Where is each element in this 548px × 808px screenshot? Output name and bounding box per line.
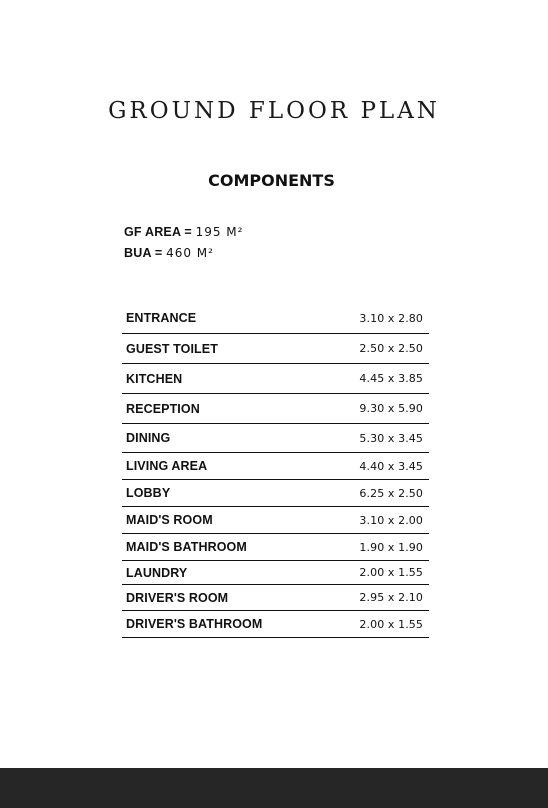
gf-area-label: GF AREA =	[124, 225, 196, 239]
room-dimensions: 4.40 x 3.45	[359, 459, 423, 473]
room-name: LAUNDRY	[126, 565, 188, 580]
room-name: DINING	[126, 431, 171, 445]
room-name: MAID'S BATHROOM	[126, 540, 247, 554]
room-dimensions: 1.90 x 1.90	[359, 540, 423, 554]
room-name: MAID'S ROOM	[126, 513, 213, 527]
room-dimensions: 2.50 x 2.50	[359, 342, 423, 355]
gf-area-value: 195 M²	[195, 225, 244, 239]
gf-area-line	[124, 224, 243, 245]
room-dimensions: 2.95 x 2.10	[359, 591, 423, 604]
room-name: ENTRANCE	[126, 311, 197, 325]
table-row	[122, 453, 429, 480]
room-dimensions: 5.30 x 3.45	[359, 431, 423, 445]
room-name: LIVING AREA	[126, 459, 208, 473]
table-row	[122, 424, 429, 453]
table-row	[122, 480, 429, 507]
page-title: GROUND FLOOR PLAN	[108, 98, 440, 124]
room-name: GUEST TOILET	[126, 341, 218, 356]
table-row	[122, 303, 429, 334]
room-name: DRIVER'S ROOM	[126, 590, 229, 605]
room-name: LOBBY	[126, 486, 171, 500]
room-dimensions: 9.30 x 5.90	[359, 402, 423, 415]
room-dimensions: 6.25 x 2.50	[359, 486, 423, 500]
bua-line	[124, 245, 243, 266]
table-row	[122, 611, 429, 638]
room-dimensions: 3.10 x 2.00	[359, 513, 423, 527]
table-row	[122, 394, 429, 424]
room-dimensions: 2.00 x 1.55	[359, 566, 423, 579]
table-row	[122, 507, 429, 534]
room-dimensions: 2.00 x 1.55	[359, 617, 423, 631]
rooms-table	[122, 303, 429, 638]
area-summary	[124, 224, 243, 266]
table-row	[122, 534, 429, 561]
table-row	[122, 585, 429, 611]
table-row	[122, 334, 429, 364]
bua-value: 460 M²	[166, 246, 214, 260]
section-title: COMPONENTS	[208, 171, 335, 190]
room-name: DRIVER'S BATHROOM	[126, 617, 263, 631]
room-name: KITCHEN	[126, 371, 183, 386]
table-row	[122, 561, 429, 585]
table-row	[122, 364, 429, 394]
bottom-bar	[0, 768, 548, 808]
room-name: RECEPTION	[126, 401, 200, 416]
room-dimensions: 3.10 x 2.80	[359, 311, 423, 325]
bua-label: BUA =	[124, 246, 167, 260]
room-dimensions: 4.45 x 3.85	[359, 372, 423, 385]
